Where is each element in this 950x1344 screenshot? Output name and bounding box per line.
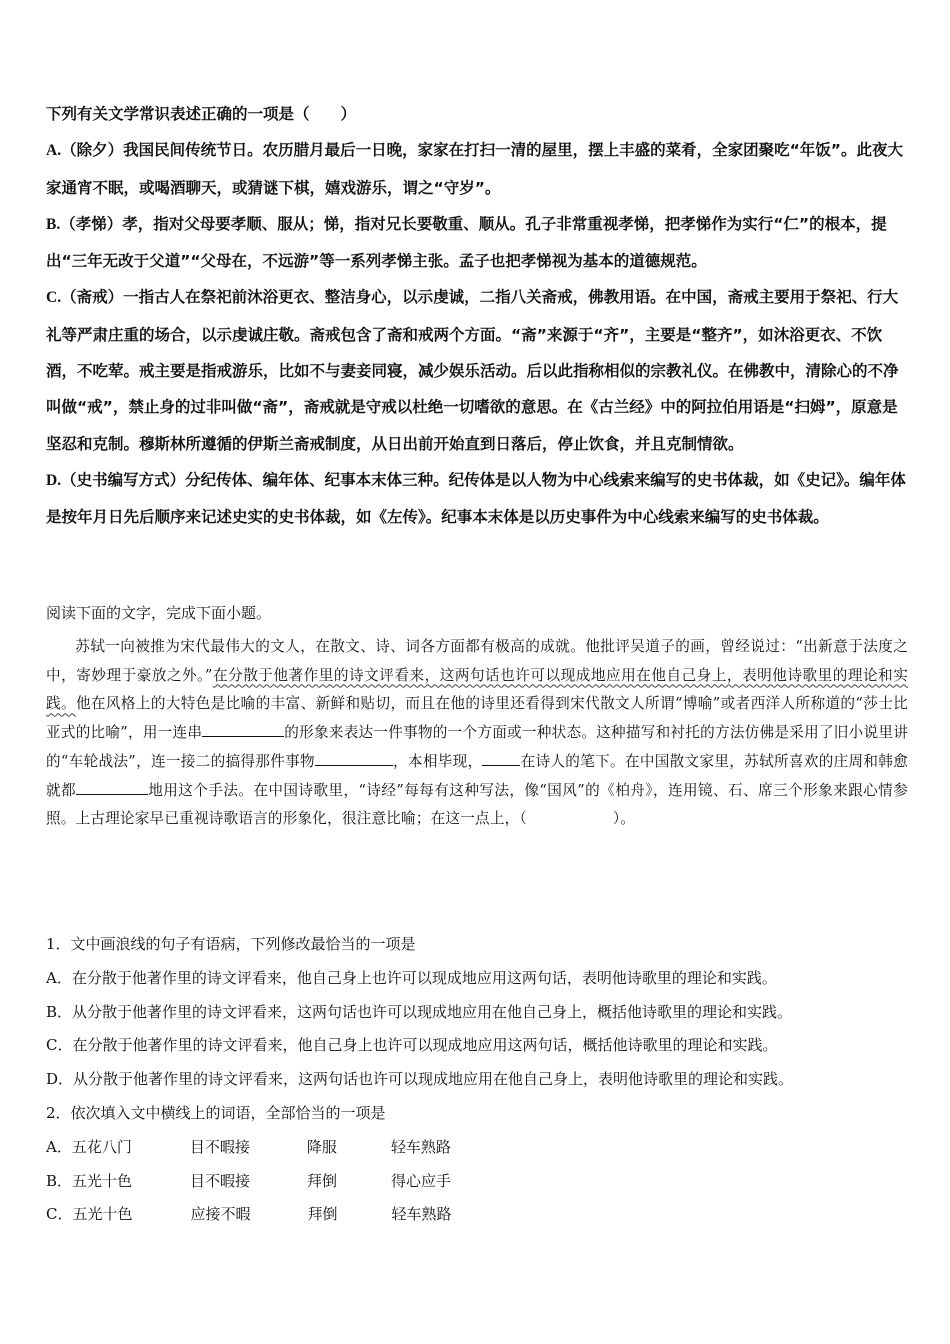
blank-4	[76, 778, 148, 795]
q2-option-a	[46, 1131, 908, 1165]
option-c	[46, 279, 908, 461]
word-4: 轻车熟路	[391, 1205, 452, 1224]
word-1: 五光十色	[72, 1205, 133, 1224]
literature-question	[46, 96, 908, 536]
reading-passage	[46, 633, 908, 834]
option-text: （史书编写方式）分纪传体、编年体、纪事本末体三种。纪传体是以人物为中心线索来编写的史书体裁，如《史记》。编年体是按年月日先后顺序来记述史实的史书体裁，如《左传》。纪事本末体是以历史事件为中心线索来编写的史书体裁。	[46, 470, 906, 527]
q2-option-b	[46, 1165, 908, 1199]
passage-text: ，本相毕现，	[392, 752, 483, 770]
option-text: （除夕）我国民间传统节日。农历腊月最后一日晚，家家在打扫一清的屋里，摆上丰盛的菜肴，全家团聚吃“年饭”。此夜大家通宵不眠，或喝酒聊天，或猜谜下棋，嬉戏游乐，谓之“守岁”。	[46, 141, 903, 197]
word-4: 轻车熟路	[390, 1137, 451, 1156]
q1-option-b: B．从分散于他著作里的诗文评看来，这两句话也许可以现成地应用在他自己身上，概括他诗歌里的理论和实践。	[46, 1002, 793, 1021]
passage-text: 苏轼一向被推为宋代最伟大的文人，在散文、诗、词各方面都有极高的成就。他批评吴道子的画，曾经说过：“出新意于法度之中，寄妙理于豪放之外。”	[46, 638, 908, 684]
option-letter: B.	[46, 215, 61, 233]
blank-2	[315, 749, 393, 766]
q1-option-c: C．在分散于他著作里的诗文评看来，他自己身上也许可以现成地应用这两句话，概括他诗歌里的理论和实践。	[46, 1036, 778, 1055]
reading-intro: 阅读下面的文字，完成下面小题。	[46, 604, 272, 622]
question-stem: 下列有关文学常识表述正确的一项是（ ）	[46, 105, 357, 123]
word-1: 五花八门	[71, 1137, 132, 1156]
option-label: A．	[46, 1137, 72, 1156]
word-2: 应接不暇	[190, 1205, 251, 1224]
word-3: 拜倒	[307, 1171, 338, 1190]
option-a	[46, 132, 908, 206]
word-3: 拜倒	[307, 1205, 338, 1224]
passage-text: ）。	[612, 810, 636, 828]
option-letter: D.	[46, 471, 62, 489]
passage-paragraph	[46, 633, 908, 834]
q1-stem: 1．文中画浪线的句子有语病，下列修改最恰当的一项是	[46, 935, 416, 953]
passage-text: 在诗人的笔下。在中国散文家里，苏轼所喜欢的庄周和韩愈就都	[46, 752, 909, 799]
blank-1	[202, 720, 284, 737]
option-letter: C.	[46, 289, 62, 307]
passage-text: 他在风格上的大特色是比喻的丰富、新鲜和贴切，而且在他的诗里还看得到宋代散文人所谓“博喻”或者西洋人所称道的“莎士比亚式的比喻”，用一连串	[46, 695, 908, 742]
q1-option-a: A．在分散于他著作里的诗文评看来，他自己身上也许可以现成地应用这两句话，表明他诗歌里的理论和实践。	[46, 968, 777, 987]
option-b	[46, 206, 908, 280]
word-4: 得心应手	[391, 1171, 452, 1190]
word-1: 五光十色	[72, 1171, 133, 1190]
option-label: C．	[46, 1205, 73, 1224]
q2-stem: 2．依次填入文中横线上的词语，全部恰当的一项是	[46, 1103, 386, 1122]
option-label: B．	[46, 1171, 73, 1190]
q1-option-d: D．从分散于他著作里的诗文评看来，这两句话也许可以现成地应用在他自己身上，表明他诗歌里的理论和实践。	[46, 1070, 794, 1089]
q2-option-c	[46, 1198, 908, 1232]
wavy-underlined-sentence: 在分散于他著作里的诗文评看来，这两句话也许可以现成地应用在他自己身上，表明他诗歌里的理论和实践。	[46, 666, 908, 713]
option-d	[46, 462, 908, 536]
word-2: 目不暇接	[190, 1171, 251, 1190]
passage-text: 的形象来表达一件事物的一个方面或一种状态。这种描写和衬托的方法仿佛是采用了旧小说里讲的“车轮战法”，连一接二的搞得那件事物	[46, 724, 908, 770]
sub-questions	[46, 928, 908, 1232]
blank-3	[482, 749, 520, 766]
option-text: （斋戒）一指古人在祭祀前沐浴更衣、整洁身心，以示虔诚，二指八关斋戒，佛教用语。在中国，斋戒主要用于祭祀、行大礼等严肃庄重的场合，以示虔诚庄敬。斋戒包含了斋和戒两个方面。“斋”来源于“齐”，主要是“整齐”，如沐浴更衣、不饮酒，不吃荤。戒主要是指戒游乐，比如不与妻妾同寝，减少娱乐活动。后以此指称相似的宗教礼仪。在佛教中，清除心的不净叫做“戒”，禁止身的过非叫做“斋”，斋戒就是守戒以杜绝一切嗜欲的意思。在《古兰经》中的阿拉伯用语是“扫姆”，原意是坚忍和克制。穆斯林所遵循的伊斯兰斋戒制度，从日出前开始直到日落后，停止饮食，并且克制情欲。	[46, 288, 899, 453]
option-letter: A.	[46, 142, 62, 160]
word-2: 目不暇接	[189, 1137, 250, 1156]
option-text: （孝悌）孝，指对父母要孝顺、服从；悌，指对兄长要敬重、顺从。孔子非常重视孝悌，把孝悌作为实行“仁”的根本，提出“三年无改于父道”“父母在，不远游”等一系列孝悌主张。孟子也把孝悌视为基本的道德规范。	[46, 214, 887, 271]
passage-text: 地用这个手法。在中国诗歌里，“诗经”每每有这种写法，像“国风”的《柏舟》，连用镜、石、席三个形象来跟心情参照。上古理论家早已重视诗歌语言的形象化，很注意比喻；在这一点上，（	[46, 781, 908, 828]
word-3: 降服	[306, 1137, 337, 1156]
